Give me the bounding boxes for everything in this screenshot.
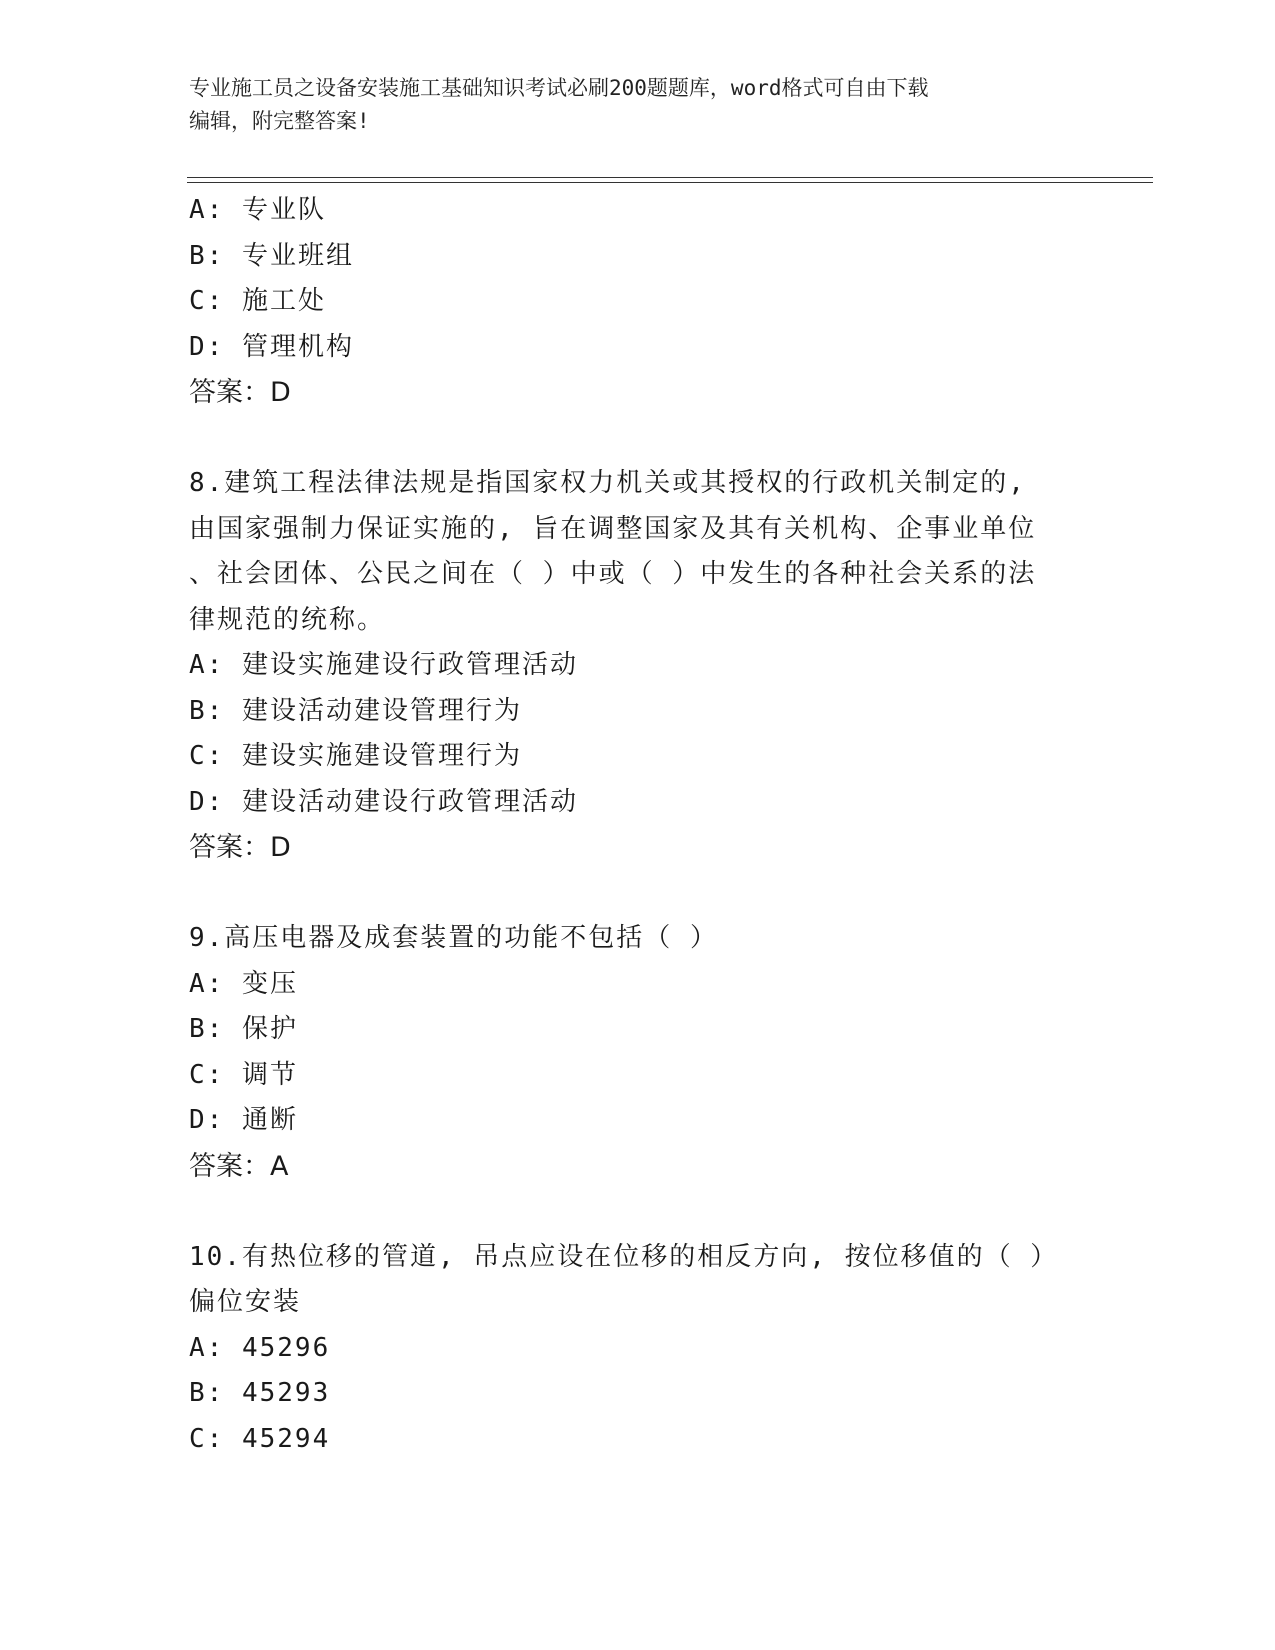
question-text-line: 由国家强制力保证实施的, 旨在调整国家及其有关机构、企事业单位	[189, 513, 1037, 544]
option-b: B: 专业班组	[189, 240, 354, 271]
option-d: D: 建设活动建设行政管理活动	[189, 786, 578, 817]
question-7	[189, 188, 1089, 416]
option-b: B: 建设活动建设管理行为	[189, 695, 522, 726]
option-a: A: 变压	[189, 968, 298, 999]
question-text-line: 8.建筑工程法律法规是指国家权力机关或其授权的行政机关制定的,	[189, 468, 1026, 498]
option-c: C: 45294	[189, 1423, 331, 1454]
question-text-line: 10.有热位移的管道, 吊点应设在位移的相反方向, 按位移值的（ ）	[189, 1241, 1059, 1272]
question-10	[189, 1235, 1089, 1463]
question-8	[189, 461, 1089, 871]
answer: 答案：D	[189, 377, 291, 408]
question-list	[189, 188, 1089, 1462]
answer: 答案：A	[189, 1150, 289, 1182]
option-d: D: 管理机构	[189, 331, 354, 362]
option-d: D: 通断	[189, 1105, 298, 1135]
header-divider-bottom	[187, 182, 1153, 183]
option-b: B: 保护	[189, 1014, 298, 1044]
option-b: B: 45293	[189, 1378, 331, 1408]
header-divider-top	[187, 177, 1153, 178]
question-text-line: 、社会团体、公民之间在（ ）中或（ ）中发生的各种社会关系的法	[189, 559, 1037, 589]
header-line-2: 编辑，附完整答案!	[189, 109, 370, 133]
header-line-1: 专业施工员之设备安装施工基础知识考试必刷200题题库，word格式可自由下载	[189, 76, 929, 100]
option-a: A: 45296	[189, 1332, 331, 1363]
option-a: A: 建设实施建设行政管理活动	[189, 650, 578, 680]
question-9	[189, 916, 1089, 1189]
document-header	[189, 72, 1069, 138]
option-c: C: 施工处	[189, 286, 326, 316]
question-text-line: 偏位安装	[189, 1287, 302, 1317]
option-c: C: 建设实施建设管理行为	[189, 741, 522, 771]
question-text-line: 律规范的统称。	[189, 604, 386, 635]
spacer	[189, 871, 1089, 917]
question-text-line: 9.高压电器及成套装置的功能不包括（ ）	[189, 923, 718, 953]
answer: 答案：D	[189, 832, 291, 863]
spacer	[189, 1189, 1089, 1235]
spacer	[189, 416, 1089, 462]
option-c: C: 调节	[189, 1059, 298, 1090]
option-a: A: 专业队	[189, 195, 326, 225]
